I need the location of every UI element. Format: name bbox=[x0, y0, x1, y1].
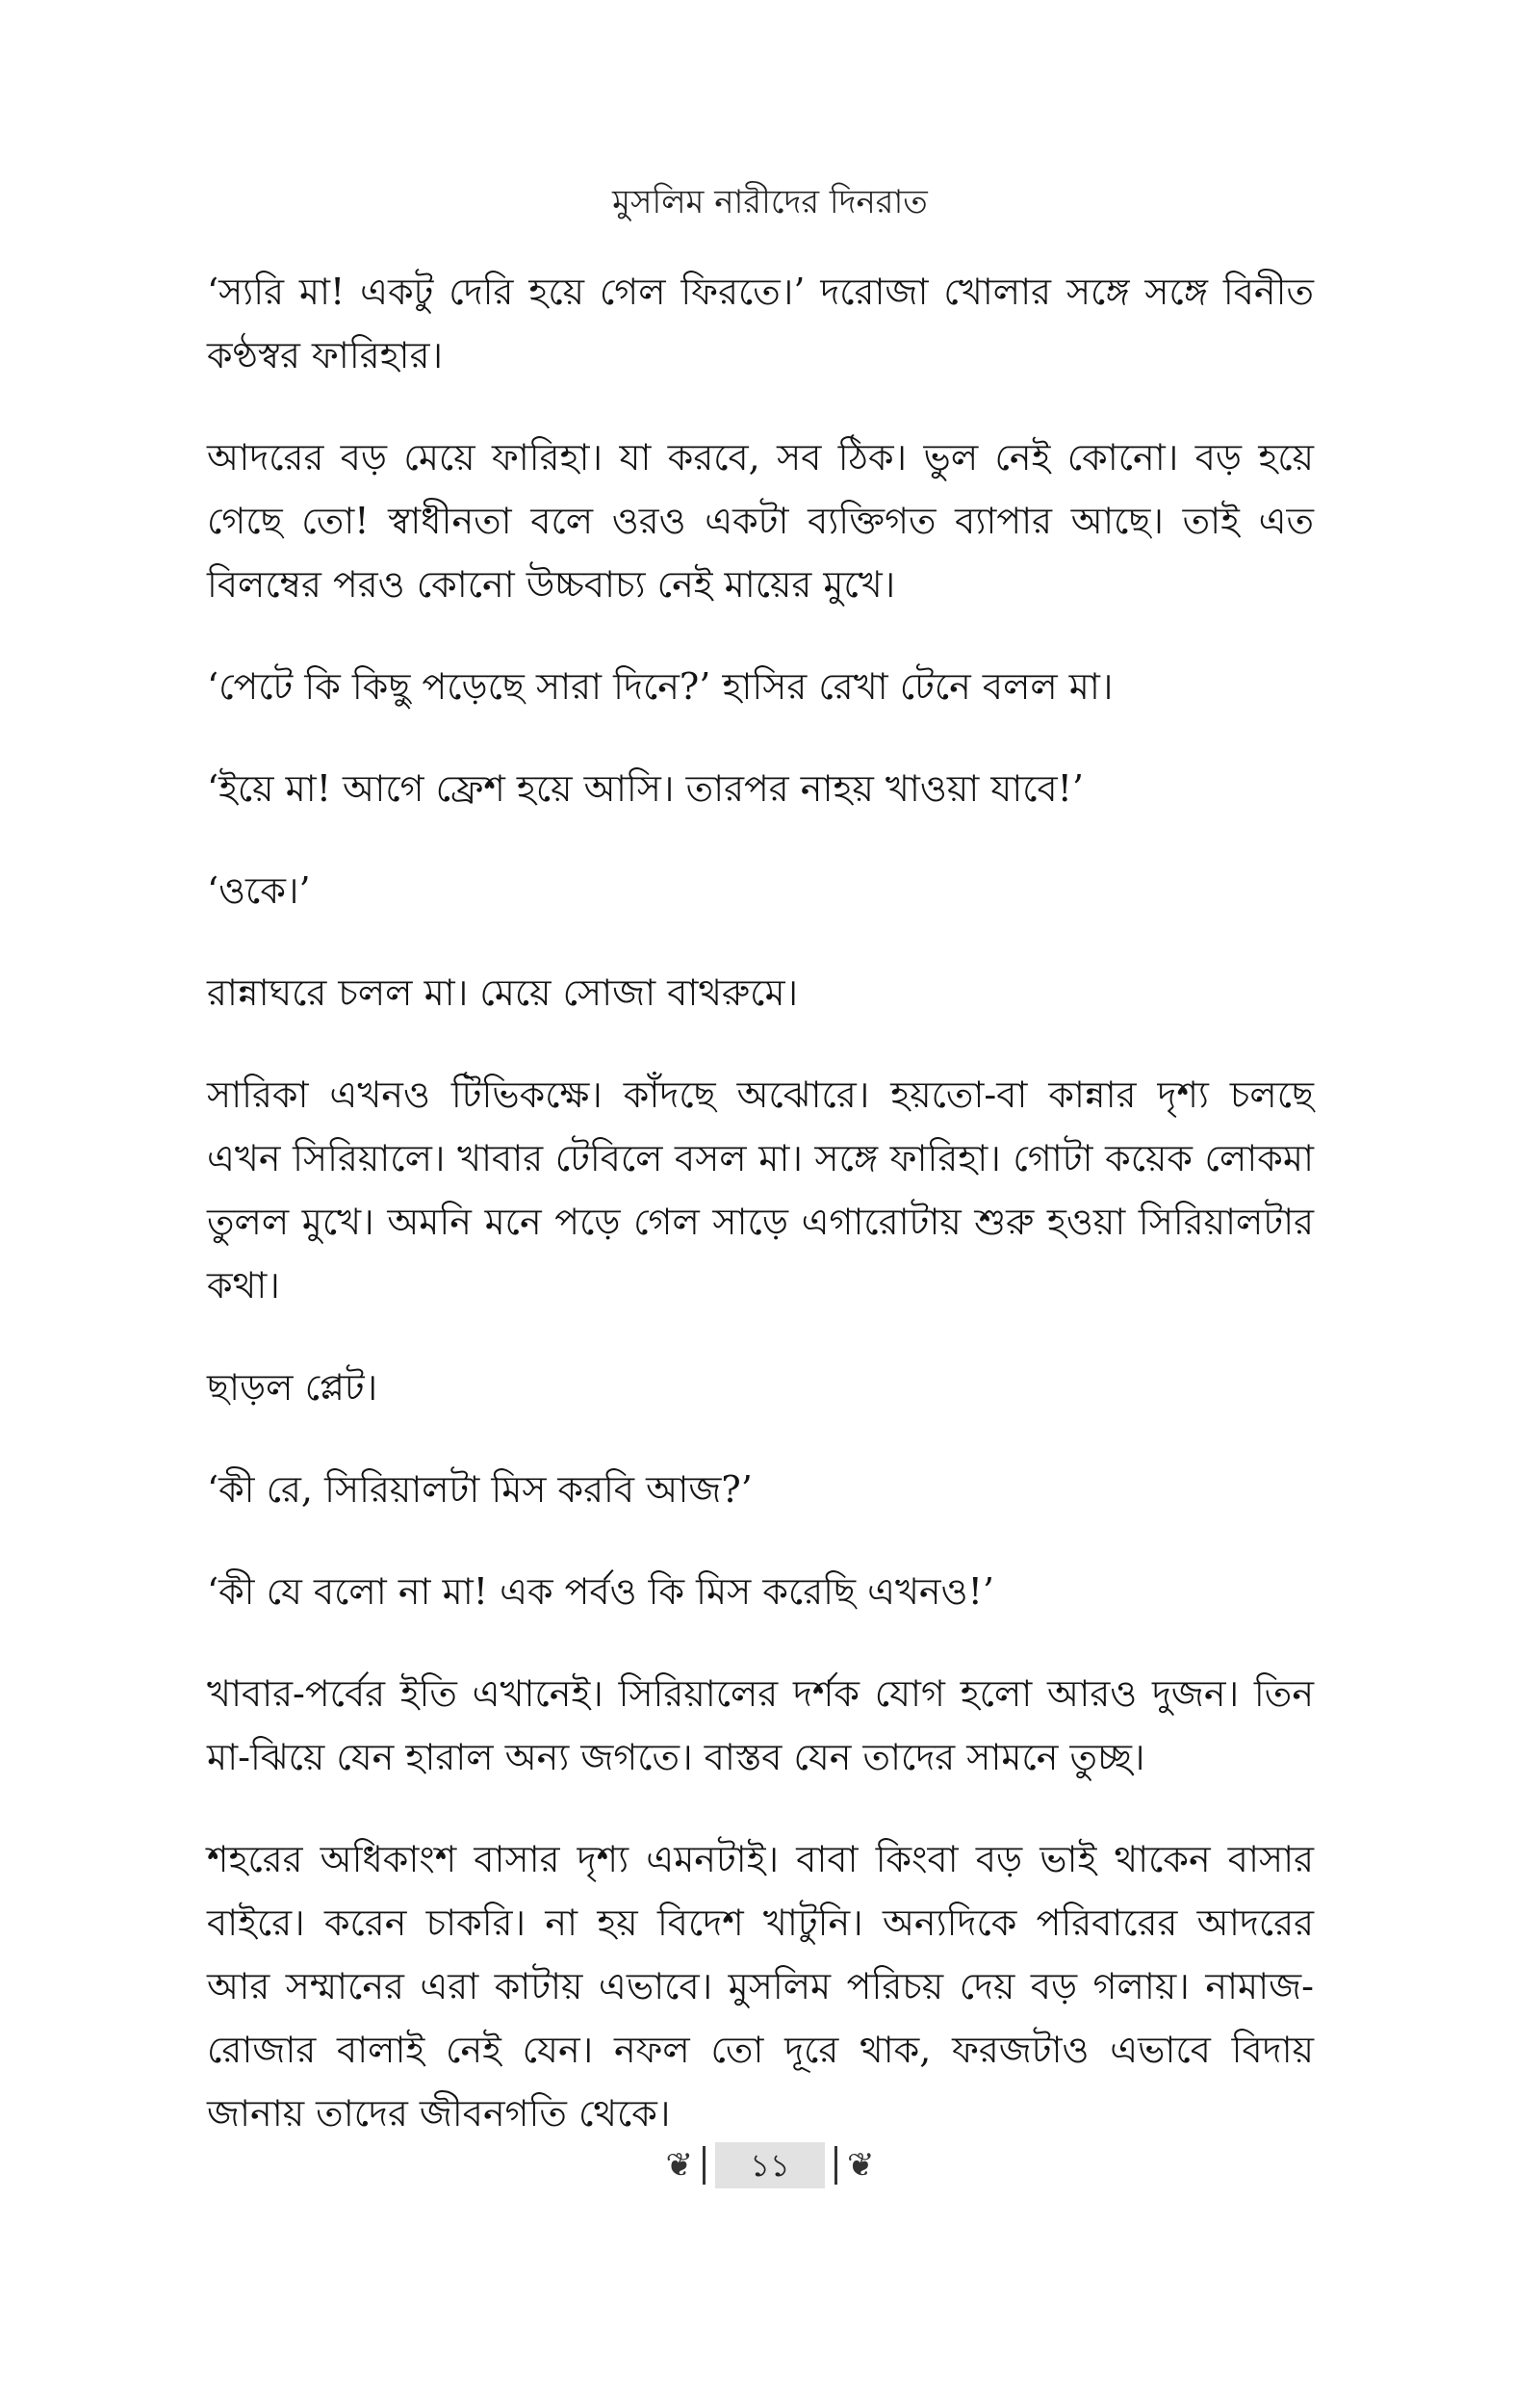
page-footer bbox=[0, 2142, 1540, 2188]
running-title: মুসলিম নারীদের দিনরাত bbox=[612, 183, 928, 221]
floral-ornament-left-icon: ❦ bbox=[665, 2146, 693, 2185]
paragraph-11: খাবার-পর্বের ইতি এখানেই। সিরিয়ালের দর্শক যোগ হলো আরও দুজন। তিন মা-ঝিয়ে যেন হারাল অন্য জগতে। বাস্তব যেন তাদের সামনে তুচ্ছ। bbox=[207, 1672, 1314, 1778]
page-number: ১১ bbox=[715, 2142, 825, 2188]
paragraph-3: ‘পেটে কি কিছু পড়েছে সারা দিনে?’ হাসির রেখা টেনে বলল মা। bbox=[207, 665, 1114, 708]
paragraph-2: আদরের বড় মেয়ে ফারিহা। যা করবে, সব ঠিক। ভুল নেই কোনো। বড় হয়ে গেছে তো! স্বাধীনতা বলে ওরও একটা ব্যক্তিগত ব্যাপার আছে। তাই এত বিলম্বের পরও কোনো উচ্চবাচ্য নেই মায়ের মুখে। bbox=[207, 436, 1314, 606]
paragraph-10: ‘কী যে বলো না মা! এক পর্বও কি মিস করেছি এখনও!’ bbox=[207, 1570, 994, 1613]
floral-ornament-right-icon: ❦ bbox=[847, 2146, 875, 2185]
paragraph-7: সারিকা এখনও টিভিকক্ষে। কাঁদছে অঝোরে। হয়তো-বা কান্নার দৃশ্য চলছে এখন সিরিয়ালে। খাবার টেবিলে বসল মা। সঙ্গে ফারিহা। গোটা কয়েক লোকমা তুলল মুখে। অমনি মনে পড়ে গেল সাড়ে এগারোটায় শুরু হওয়া সিরিয়ালটার কথা। bbox=[207, 1074, 1314, 1307]
body-text bbox=[207, 260, 1314, 2182]
divider-bar-left bbox=[703, 2146, 706, 2185]
paragraph-4: ‘ইয়ে মা! আগে ফ্রেশ হয়ে আসি। তারপর নাহয় খাওয়া যাবে!’ bbox=[207, 767, 1085, 810]
paragraph-8: ছাড়ল প্লেট। bbox=[207, 1366, 378, 1409]
paragraph-1: ‘স্যরি মা! একটু দেরি হয়ে গেল ফিরতে।’ দরোজা খোলার সঙ্গে সঙ্গে বিনীত কণ্ঠস্বর ফারিহার। bbox=[207, 271, 1314, 376]
paragraph-5: ‘ওকে।’ bbox=[207, 869, 311, 912]
paragraph-12: শহরের অধিকাংশ বাসার দৃশ্য এমনটাই। বাবা কিংবা বড় ভাই থাকেন বাসার বাইরে। করেন চাকরি। না হয় বিদেশ খাটুনি। অন্যদিকে পরিবারের আদরের আর সম্মানের এরা কাটায় এভাবে। মুসলিম পরিচয় দেয় বড় গলায়। নামাজ-রোজার বালাই নেই যেন। নফল তো দূরে থাক, ফরজটাও এভাবে বিদায় জানায় তাদের জীবনগতি থেকে। bbox=[207, 1838, 1314, 2135]
paragraph-9: ‘কী রে, সিরিয়ালটা মিস করবি আজ?’ bbox=[207, 1468, 753, 1511]
paragraph-6: রান্নাঘরে চলল মা। মেয়ে সোজা বাথরুমে। bbox=[207, 971, 799, 1014]
divider-bar-right bbox=[834, 2146, 837, 2185]
